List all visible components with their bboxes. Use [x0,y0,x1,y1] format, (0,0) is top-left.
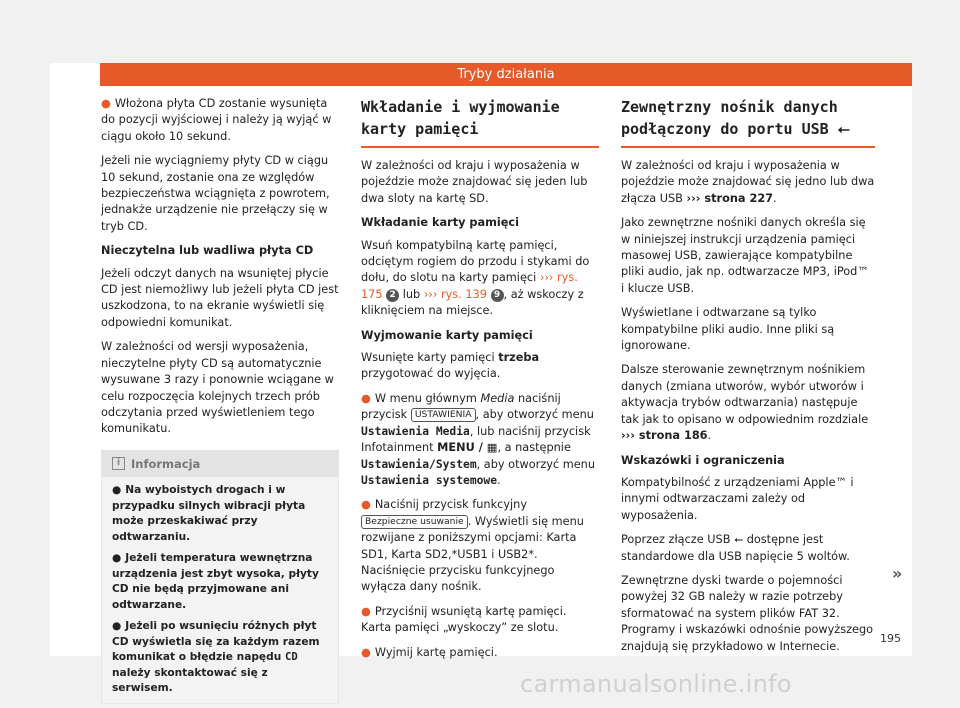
figure-link[interactable]: ››› rys. 175 [361,271,578,301]
bullet-icon: ● [361,604,371,618]
info-box [101,450,339,704]
column-2 [361,96,599,669]
bullet-item: ● Włożona płyta CD zostanie wysunięta do pozycji wyjściowej i należy ją wyjąć w ciągu około 10 sekund. [101,97,332,143]
info-item: ● Na wyboistych drogach i w przypadku silnych wibracji płyta może przeskakiwać przy odtwarzaniu. [112,484,306,543]
page-number: 195 [880,632,901,645]
paragraph: W zależności od kraju i wyposażenia w pojeździe może znajdować się jeden lub dwa sloty na kartę SD. [361,159,588,205]
bullet-icon: ● [361,498,371,512]
safe-remove-key: Bezpieczne usuwanie [361,515,468,529]
column-1 [101,96,339,704]
callout-number: 9 [491,289,504,302]
bullet-icon: ● [361,391,371,405]
paragraph: Wsuń kompatybilną kartę pamięci, odciętym rogiem do przodu i stykami do dołu, do slotu na karty pamięci ››› rys. 175 2 lub ››› rys. 139 9 , aż wskoczy z kliknięciem na miejsce. [361,238,590,318]
paragraph: Dalsze sterowanie zewnętrznym nośnikiem danych (zmiana utworów, wybór utworów i aktywacja trybów odtwarzania) następuje tak jak to opisano w odpowiednim rozdziale ››› strona 186. [621,363,869,443]
bullet-item: ● W menu głównym Media naciśnij przycisk USTAWIENIA , aby otworzyć menu Ustawienia Media, lub naciśnij przycisk Infotainment MENU / ▦, a następnie Ustawienia/System, aby otworzyć menu Ustawienia systemowe. [361,391,596,487]
paragraph: Kompatybilność z urządzeniami Apple™ i innymi odtwarzaczami zależy od wyposażenia. [621,475,854,522]
paragraph: Zewnętrzne dyski twarde o pojemności powyżej 32 GB należy w razie potrzeby sformatować na system plików FAT 32. Programy i wskazówki odnośnie powyższego znajdują się przykładowo w Internecie. [621,573,874,653]
subheading: Wyjmowanie karty pamięci [361,328,533,342]
callout-number: 2 [386,289,399,302]
subheading: Nieczytelna lub wadliwa płyta CD [101,244,314,258]
paragraph: W zależności od kraju i wyposażenia w pojeździe może znajdować się jedno lub dwa złącza USB ››› strona 227. [621,159,875,205]
paragraph: Jeżeli odczyt danych na wsuniętej płycie CD jest niemożliwy lub jeżeli płyta CD jest uszkodzona, to na ekranie wyświetli się odpowiedni komunikat. [101,266,339,329]
bullet-icon: ● [112,620,122,633]
paragraph: Poprzez złącze USB ⭠ dostępne jest standardowe dla USB napięcie 5 woltów. [621,533,850,563]
paragraph: Wyświetlane i odtwarzane są tylko kompatybilne pliki audio. Inne pliki są ignorowane. [621,306,835,353]
menu-key: MENU / ▦ [437,441,498,455]
paragraph: Jeżeli nie wyciągniemy płyty CD w ciągu 10 sekund, zostanie ona ze względów bezpieczeństwa wciągnięta z powrotem, jednakże urządzenie nie przełączy się w tryb CD. [101,154,330,233]
continue-marker: » [892,564,903,583]
info-icon: i [112,457,125,470]
paragraph: Jako zewnętrzne nośniki danych określa się w niniejszej instrukcji urządzenia pamięci masowej USB, zawierające kompatybilne pliki audio, jak np. odtwarzacze MP3, iPod™ i klucze USB. [621,216,869,295]
usb-icon: ⭠ [734,533,744,547]
subheading: Wskazówki i ograniczenia [621,453,785,467]
info-header [102,451,338,477]
figure-link[interactable]: ››› rys. 139 [423,287,487,301]
section-header: Tryby działania [100,63,912,86]
bullet-item: ● Naciśnij przycisk funkcyjny Bezpieczne usuwanie . Wyświetli się menu rozwijane z poniższymi opcjami: Karta SD1, Karta SD2,*USB1 i USB2*. Naciśnięcie przycisku funkcyjnego wyłącza dany nośnik. [361,498,584,594]
column-3 [621,96,875,663]
info-item: ● Jeżeli po wsunięciu różnych płyt CD wyświetla się za każdym razem komunikat o błędzie napędu CD należy skontaktować się z serwisem. [112,620,320,695]
section-title: Zewnętrzny nośnik danych podłączony do portu USB ⭠ [621,96,875,148]
bullet-icon: ● [112,552,122,565]
bullet-icon: ● [361,645,371,659]
paragraph: Wsunięte karty pamięci trzeba przygotować do wyjęcia. [361,351,540,381]
bullet-icon: ● [101,97,111,110]
paragraph: W zależności od wersji wyposażenia, nieczytelne płyty CD są automatycznie wysuwane 3 razy i ponownie wciągane w celu rozpoczęcia kolejnych trzech prób odczytania przed wyświetleniem tego komunikatu. [101,340,334,436]
page-link[interactable]: ››› strona 227 [686,191,774,205]
bullet-icon: ● [112,484,122,497]
settings-key: USTAWIENIA [411,408,476,422]
page-link[interactable]: ››› strona 186 [621,429,708,443]
usb-icon: ⭠ [837,120,850,138]
subheading: Wkładanie karty pamięci [361,216,519,230]
info-item: ● Jeżeli temperatura wewnętrzna urządzenia jest zbyt wysoka, płyty CD nie będą przyjmowane ani odtwarzane. [112,552,319,611]
info-title: Informacja [131,456,201,471]
bullet-item: ● Wyjmij kartę pamięci. [361,645,498,659]
bullet-item: ● Przyciśnij wsuniętą kartę pamięci. Karta pamięci „wyskoczy” ze slotu. [361,604,567,635]
section-title: Wkładanie i wyjmowanie karty pamięci [361,96,599,148]
watermark: carmanualsonline.info [520,670,792,698]
